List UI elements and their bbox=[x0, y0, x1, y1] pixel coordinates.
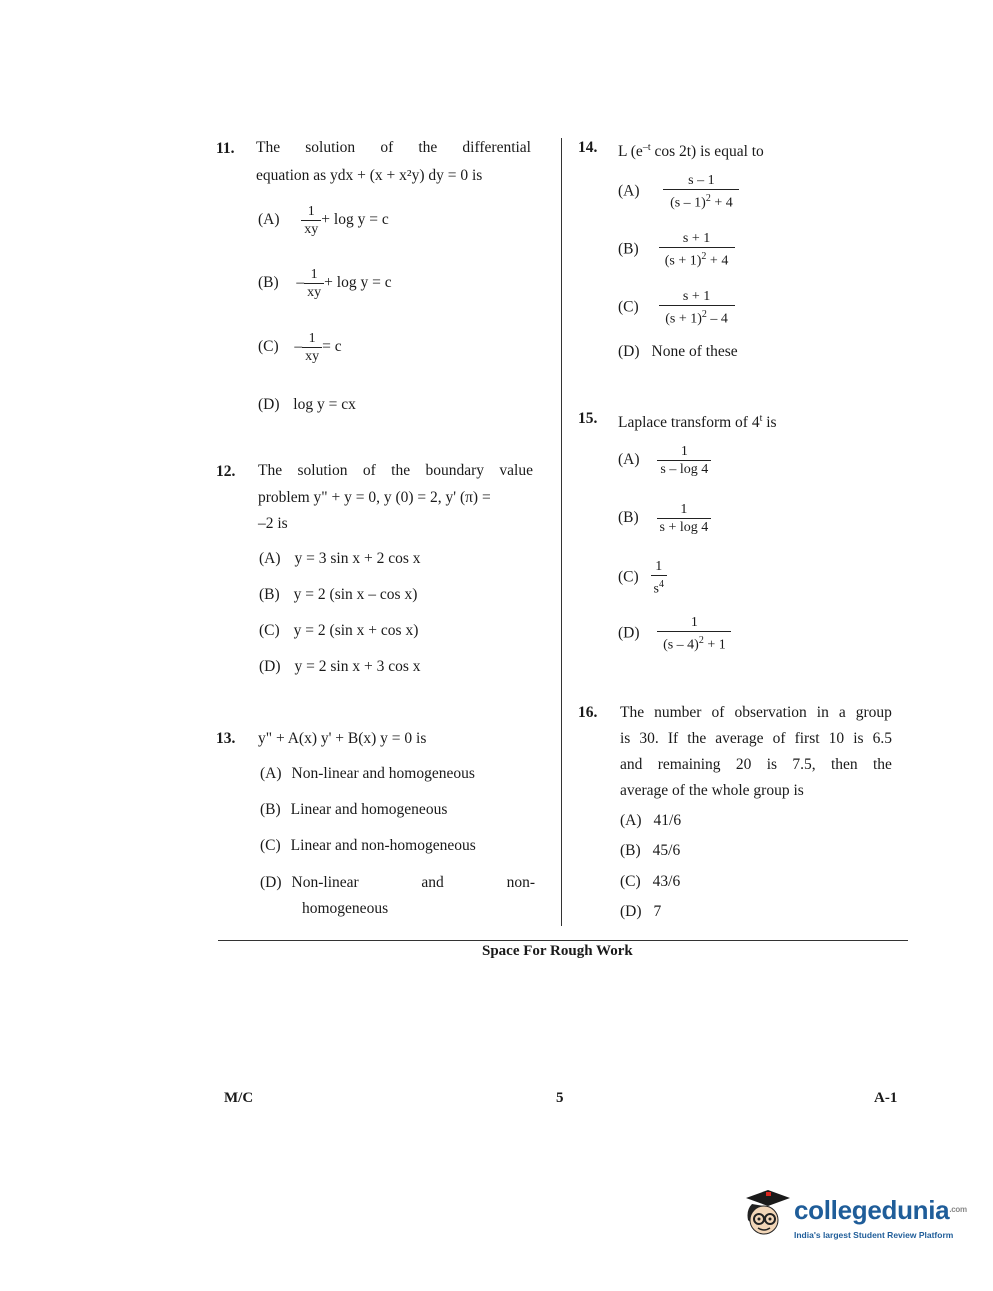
brand-name: collegedunia$^{.com}$ bbox=[794, 1195, 967, 1225]
fraction: $\frac{s + 1}{(s + 1)^2 - 4}$ bbox=[659, 288, 735, 328]
q11-option-a[interactable]: (A) $\frac{1}{xy}$ + log y = c bbox=[258, 204, 389, 237]
collegedunia-logo bbox=[736, 1186, 966, 1246]
fraction: $\frac{s + 1}{(s + 1)^2 + 4}$ bbox=[659, 230, 735, 270]
q12-option-a[interactable]: (A) y = 3 sin x + 2 cos x bbox=[259, 550, 421, 567]
fraction: $\frac{1}{xy}$ bbox=[301, 203, 321, 238]
mascot-icon bbox=[736, 1186, 794, 1244]
q12-stem-line1: The solution of the boundary value bbox=[258, 462, 533, 479]
q11-option-d[interactable]: (D) log y = cx bbox=[258, 396, 356, 413]
fraction: $\frac{1}{(s - 4)^2 + 1}$ bbox=[657, 614, 731, 654]
q15-option-d[interactable]: (D) $\frac{1}{(s - 4)^2 + 1}$ bbox=[618, 614, 731, 654]
q16-option-b[interactable]: (B) 45/6 bbox=[620, 842, 681, 859]
q16-stem-line2: is 30. If the average of first 10 is 6.5 bbox=[620, 730, 892, 747]
q14-option-b[interactable]: (B) $\frac{s + 1}{(s + 1)^2 + 4}$ bbox=[618, 230, 735, 270]
fraction: $\frac{1}{s^4}$ bbox=[651, 558, 667, 598]
page-number: 5 bbox=[556, 1090, 564, 1106]
q11-number: 11. bbox=[216, 140, 235, 157]
fraction: $\frac{1}{s - \log 4}$ bbox=[657, 443, 711, 478]
q14-option-c[interactable]: (C) $\frac{s + 1}{(s + 1)^2 - 4}$ bbox=[618, 288, 735, 328]
q16-stem-line4: average of the whole group is bbox=[620, 782, 804, 799]
fraction: $\frac{1}{xy}$ bbox=[304, 266, 324, 301]
q15-option-b[interactable]: (B) $\frac{1}{s + \log 4}$ bbox=[618, 501, 711, 536]
q13-option-b[interactable]: (B) Linear and homogeneous bbox=[260, 801, 448, 818]
q14-option-d[interactable]: (D) None of these bbox=[618, 343, 738, 360]
q16-option-c[interactable]: (C) 43/6 bbox=[620, 873, 681, 890]
rough-work-rule bbox=[218, 940, 908, 941]
q16-stem-line3: and remaining 20 is 7.5, then the bbox=[620, 756, 892, 773]
fraction: $\frac{1}{xy}$ bbox=[302, 330, 322, 365]
q13-option-a[interactable]: (A) Non-linear and homogeneous bbox=[260, 765, 475, 782]
q11-option-b[interactable]: (B) – $\frac{1}{xy}$ + log y = c bbox=[258, 267, 392, 300]
q14-stem: L ($e^{-t}$ cos 2t) is equal to bbox=[618, 142, 764, 161]
q15-option-a[interactable]: (A) $\frac{1}{s - \log 4}$ bbox=[618, 443, 711, 478]
paper-set: A-1 bbox=[874, 1090, 898, 1106]
q12-number: 12. bbox=[216, 463, 236, 480]
q12-option-d[interactable]: (D) y = 2 sin x + 3 cos x bbox=[259, 658, 421, 675]
q16-option-d[interactable]: (D) 7 bbox=[620, 903, 662, 920]
q12-option-c[interactable]: (C) y = 2 (sin x + cos x) bbox=[259, 622, 419, 639]
q14-option-a[interactable]: (A) $\frac{s - 1}{(s - 1)^2 + 4}$ bbox=[618, 172, 739, 212]
q16-number: 16. bbox=[578, 704, 598, 721]
q13-stem: y" + A(x) y' + B(x) y = 0 is bbox=[258, 730, 427, 747]
q11-stem-line1: The solution of the differential bbox=[256, 139, 531, 156]
footer-code: M/C bbox=[224, 1090, 254, 1106]
rough-work-label: Space For Rough Work bbox=[482, 943, 633, 959]
q15-option-c[interactable]: (C) $\frac{1}{s^4}$ bbox=[618, 558, 667, 598]
q16-stem-line1: The number of observation in a group bbox=[620, 704, 892, 721]
q13-option-c[interactable]: (C) Linear and non-homogeneous bbox=[260, 837, 476, 854]
q12-stem-line3: –2 is bbox=[258, 515, 288, 532]
q13-option-d[interactable]: (D) Non-linear and non- homogeneous bbox=[260, 874, 535, 917]
q15-number: 15. bbox=[578, 410, 598, 427]
q13-number: 13. bbox=[216, 730, 236, 747]
brand-tagline: India's largest Student Review Platform bbox=[794, 1230, 954, 1240]
q12-option-b[interactable]: (B) y = 2 (sin x – cos x) bbox=[259, 586, 418, 603]
q14-number: 14. bbox=[578, 139, 598, 156]
q11-option-c[interactable]: (C) – $\frac{1}{xy}$ = c bbox=[258, 331, 342, 364]
fraction: $\frac{1}{s + \log 4}$ bbox=[657, 501, 712, 536]
fraction: $\frac{s - 1}{(s - 1)^2 + 4}$ bbox=[663, 172, 739, 212]
q15-stem: Laplace transform of 4$^t$ is bbox=[618, 413, 777, 432]
column-divider bbox=[561, 138, 562, 926]
q16-option-a[interactable]: (A) 41/6 bbox=[620, 812, 682, 829]
q11-stem-line2: equation as ydx + (x + x²y) dy = 0 is bbox=[256, 167, 483, 184]
q12-stem-line2: problem y" + y = 0, y (0) = 2, y' (π) = bbox=[258, 489, 491, 506]
